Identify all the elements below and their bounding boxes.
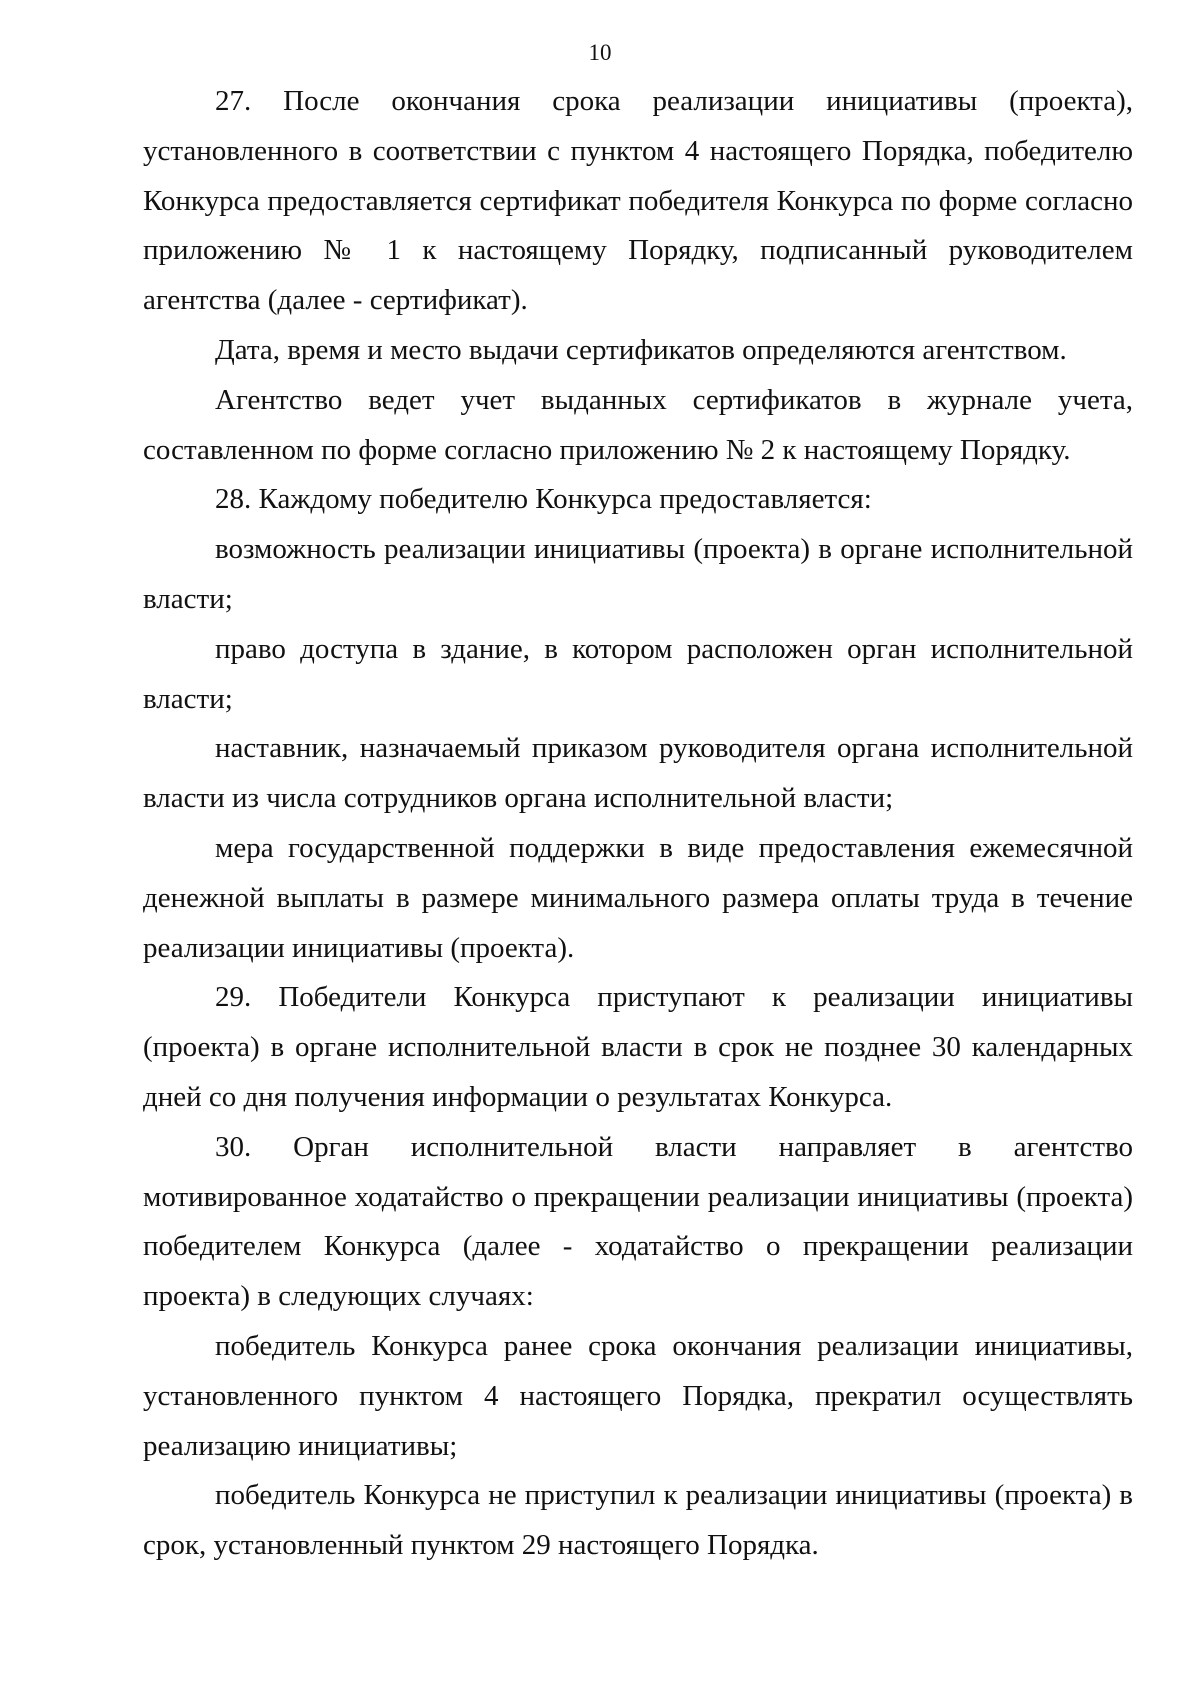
list-item-not-started: победитель Конкурса не приступил к реализации инициативы (проекта) в срок, установленный пунктом 29 настоящего Порядка. [143,1479,1133,1562]
paragraph-30: 30. Орган исполнительной власти направляет в агентство мотивированное ходатайство о прекращении реализации инициативы (проекта) победителем Конкурса (далее - ходатайство о прекращении реализации проекта) в следующих случаях: [143,1130,1133,1313]
page-number: 10 [588,40,612,65]
list-item-opportunity: возможность реализации инициативы (проекта) в органе исполнительной власти; [143,533,1133,615]
paragraph-certificate-journal: Агентство ведет учет выданных сертификатов в журнале учета, составленном по форме согласно приложению № 2 к настоящему Порядку. [143,383,1133,466]
paragraph-29: 29. Победители Конкурса приступают к реализации инициативы (проекта) в органе исполнительной власти в срок не позднее 30 календарных дней со дня получения информации о результатах Конкурса. [143,981,1133,1113]
paragraph-certificate-issue: Дата, время и место выдачи сертификатов определяются агентством. [215,333,1067,366]
document-body [143,77,1133,1571]
list-item-building-access: право доступа в здание, в котором расположен орган исполнительной власти; [143,632,1133,715]
paragraph-28: 28. Каждому победителю Конкурса предоставляется: [215,483,872,516]
list-item-stopped-early: победитель Конкурса ранее срока окончания реализации инициативы, установленного пунктом 4 настоящего Порядка, прекратил осуществлять реализацию инициативы; [143,1329,1133,1462]
paragraph-27: 27. После окончания срока реализации инициативы (проекта), установленного в соответствии с пунктом 4 настоящего Порядка, победителю Конкурса предоставляется сертификат победителя Конкурса по форме согласно приложению № 1 к настоящему Порядку, подписанный руководителем агентства (далее - сертификат). [143,85,1133,317]
list-item-mentor: наставник, назначаемый приказом руководителя органа исполнительной власти из числа сотрудников органа исполнительной власти; [143,732,1133,815]
list-item-state-support: мера государственной поддержки в виде предоставления ежемесячной денежной выплаты в размере минимального размера оплаты труда в течение реализации инициативы (проекта). [143,831,1133,964]
